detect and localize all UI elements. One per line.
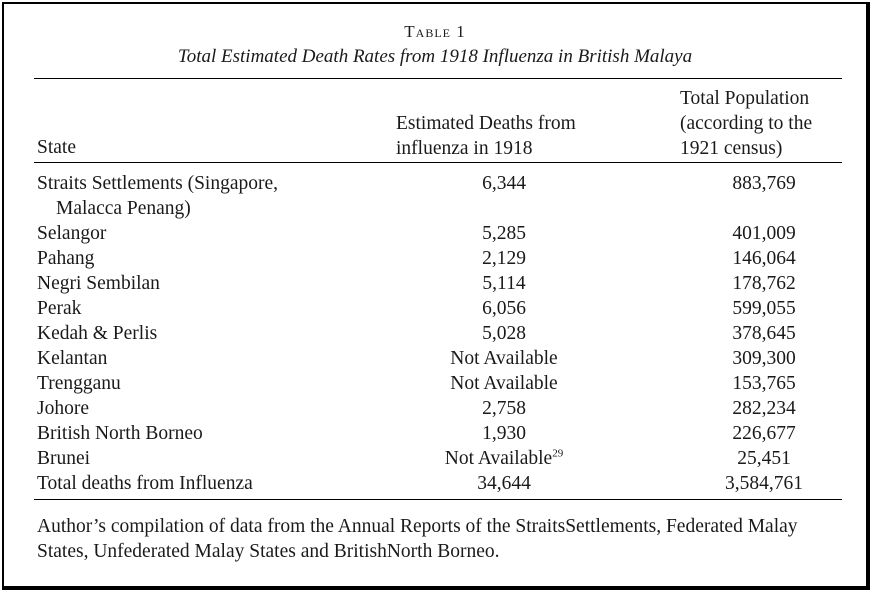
row-deaths-johore: 2,758 — [482, 398, 526, 419]
row-state-straits: Straits Settlements (Singapore, — [37, 173, 279, 194]
row-deaths-trengganu: Not Available — [450, 373, 558, 394]
row-deaths-perak: 6,056 — [482, 298, 526, 319]
row-deaths-kedah-perlis: 5,028 — [482, 323, 526, 344]
row-pop-selangor: 401,009 — [732, 223, 796, 244]
row-state-kedah-perlis: Kedah & Perlis — [37, 323, 158, 344]
header-state: State — [37, 137, 76, 158]
header-population: Total Population (according to the 1921 census) — [680, 88, 813, 159]
row-pop-total: 3,584,761 — [725, 473, 803, 494]
table-frame — [2, 2, 870, 590]
row-deaths-negri-sembilan: 5,114 — [482, 273, 526, 294]
row-state-brunei: Brunei — [37, 448, 91, 469]
row-pop-kedah-perlis: 378,645 — [732, 323, 796, 344]
row-deaths-british-north-borneo: 1,930 — [482, 423, 526, 444]
header-deaths: Estimated Deaths from influenza in 1918 — [396, 113, 576, 159]
footnote-marker: 29 — [552, 447, 564, 460]
header-rule — [34, 162, 842, 163]
row-deaths-kelantan: Not Available — [450, 348, 558, 369]
row-pop-perak: 599,055 — [732, 298, 796, 319]
row-pop-brunei: 25,451 — [737, 448, 791, 469]
row-state-pahang: Pahang — [37, 248, 95, 269]
table-title: Total Estimated Death Rates from 1918 Influenza in British Malaya — [177, 46, 693, 67]
bottom-rule — [34, 499, 842, 500]
table-label: Table 1 — [404, 22, 466, 41]
row-state-british-north-borneo: British North Borneo — [37, 423, 203, 444]
row-state-kelantan: Kelantan — [37, 348, 108, 369]
row-deaths-straits: 6,344 — [482, 173, 526, 194]
row-state-perak: Perak — [37, 298, 82, 319]
row-state-selangor: Selangor — [37, 223, 107, 244]
row-deaths-selangor: 5,285 — [482, 223, 526, 244]
row-deaths-pahang: 2,129 — [482, 248, 526, 269]
row-state-straits-cont: Malacca Penang) — [56, 198, 191, 219]
row-state-trengganu: Trengganu — [37, 373, 121, 394]
row-pop-negri-sembilan: 178,762 — [732, 273, 796, 294]
row-state-johore: Johore — [37, 398, 89, 419]
row-pop-trengganu: 153,765 — [732, 373, 796, 394]
source-note: Author’s compilation of data from the Annual Reports of the StraitsSettlements, Federated Malay States, Unfederated Malay States and BritishNorth Borneo. — [37, 516, 798, 562]
row-deaths-total: 34,644 — [477, 473, 531, 494]
row-pop-british-north-borneo: 226,677 — [732, 423, 796, 444]
top-rule — [34, 78, 842, 79]
row-state-total: Total deaths from Influenza — [37, 473, 253, 494]
row-state-negri-sembilan: Negri Sembilan — [37, 273, 160, 294]
row-deaths-brunei — [374, 446, 634, 471]
row-pop-johore: 282,234 — [732, 398, 796, 419]
row-pop-straits: 883,769 — [732, 173, 796, 194]
row-pop-pahang: 146,064 — [732, 248, 796, 269]
row-deaths-brunei-text: Not Available — [444, 448, 553, 469]
row-pop-kelantan: 309,300 — [732, 348, 796, 369]
